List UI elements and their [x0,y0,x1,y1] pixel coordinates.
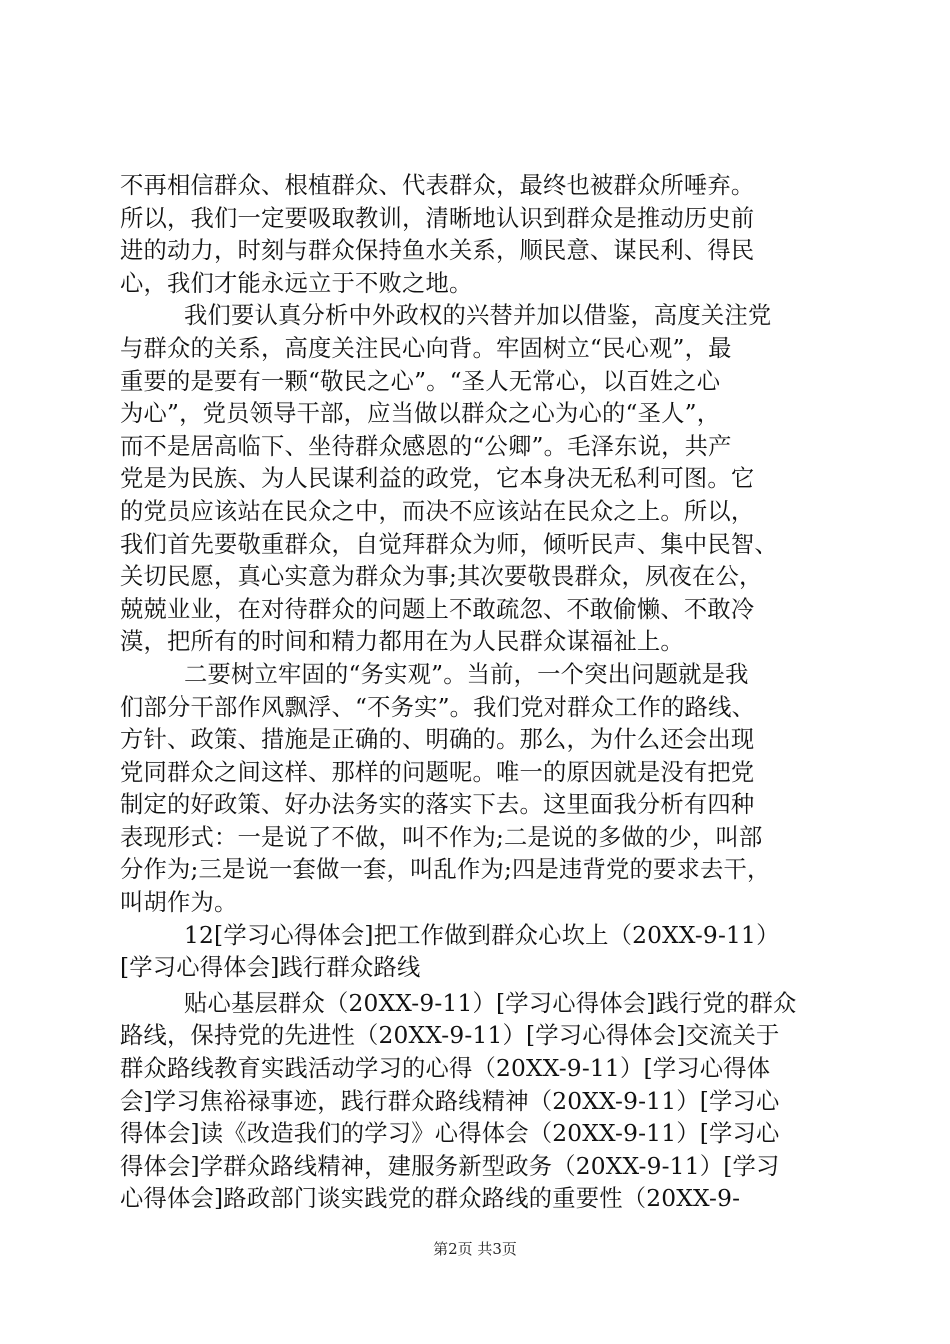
text-line: 制定的好政策、好办法务实的落实下去。这里面我分析有四种 [120,791,755,819]
page-number: 第2页 共3页 [433,1240,517,1258]
text-line: 重要的是要有一颗“敬民之心”。“圣人无常心，以百姓之心 [120,367,721,395]
text-line: 方针、政策、措施是正确的、明确的。那么，为什么还会出现 [120,726,755,754]
text-line: 心得体会]路政部门谈实践党的群众路线的重要性（20XX-9- [120,1185,741,1213]
text-line: 进的动力，时刻与群众保持鱼水关系，顺民意、谋民利、得民 [120,237,755,265]
text-line: 会]学习焦裕禄事迹，践行群众路线精神（20XX-9-11）[学习心 [120,1087,780,1115]
related-article-line: [学习心得体会]践行群众路线 [120,954,421,982]
paragraph-start-line: 贴心基层群众（20XX-9-11）[学习心得体会]践行党的群众 [184,989,797,1017]
text-line: 为心”，党员领导干部，应当做以群众之心为心的“圣人”， [120,400,721,428]
text-line: 的党员应该站在民众之中，而决不应该站在民众之上。所以， [120,497,755,525]
text-line: 我们首先要敬重群众，自觉拜群众为师，倾听民声、集中民智、 [120,530,778,558]
text-line: 而不是居高临下、坐待群众感恩的“公卿”。毛泽东说，共产 [120,432,732,460]
text-line: 路线，保持党的先进性（20XX-9-11）[学习心得体会]交流关于 [120,1022,780,1050]
text-line: 所以，我们一定要吸取教训，清晰地认识到群众是推动历史前 [120,204,755,232]
text-line: 关切民愿，真心实意为群众为事;其次要敬畏群众，夙夜在公， [120,563,763,591]
text-line: 不再相信群众、根植群众、代表群众，最终也被群众所唾弃。 [120,172,755,199]
text-line: 得体会]学群众路线精神，建服务新型政务（20XX-9-11）[学习 [120,1152,780,1180]
page-footer [0,1238,950,1259]
text-line: 漠，把所有的时间和精力都用在为人民群众谋福祉上。 [120,628,684,656]
text-line: 心，我们才能永远立于不败之地。 [120,269,473,297]
document-body [120,170,836,1216]
text-line: 得体会]读《改造我们的学习》心得体会（20XX-9-11）[学习心 [120,1120,780,1148]
text-line: 们部分干部作风飘浮、“不务实”。我们党对群众工作的路线、 [120,693,756,721]
text-line: 党同群众之间这样、那样的问题呢。唯一的原因就是没有把党 [120,758,755,786]
text-line: 群众路线教育实践活动学习的心得（20XX-9-11）[学习心得体 [120,1055,771,1083]
text-line: 表现形式：一是说了不做，叫不作为;二是说的多做的少，叫部 [120,823,763,851]
paragraph-start-line: 我们要认真分析中外政权的兴替并加以借鉴，高度关注党 [184,302,772,330]
text-line: 与群众的关系，高度关注民心向背。牢固树立“民心观”，最 [120,334,732,362]
text-line: 兢兢业业，在对待群众的问题上不敢疏忽、不敢偷懒、不敢冷 [120,595,755,623]
text-line: 党是为民族、为人民谋利益的政党，它本身决无私利可图。它 [120,465,755,493]
related-article-line: 12[学习心得体会]把工作做到群众心坎上（20XX-9-11） [184,921,780,949]
text-line: 叫胡作为。 [120,889,238,917]
paragraph-start-line: 二要树立牢固的“务实观”。当前，一个突出问题就是我 [184,660,749,688]
text-line: 分作为;三是说一套做一套，叫乱作为;四是违背党的要求去干， [120,856,771,884]
